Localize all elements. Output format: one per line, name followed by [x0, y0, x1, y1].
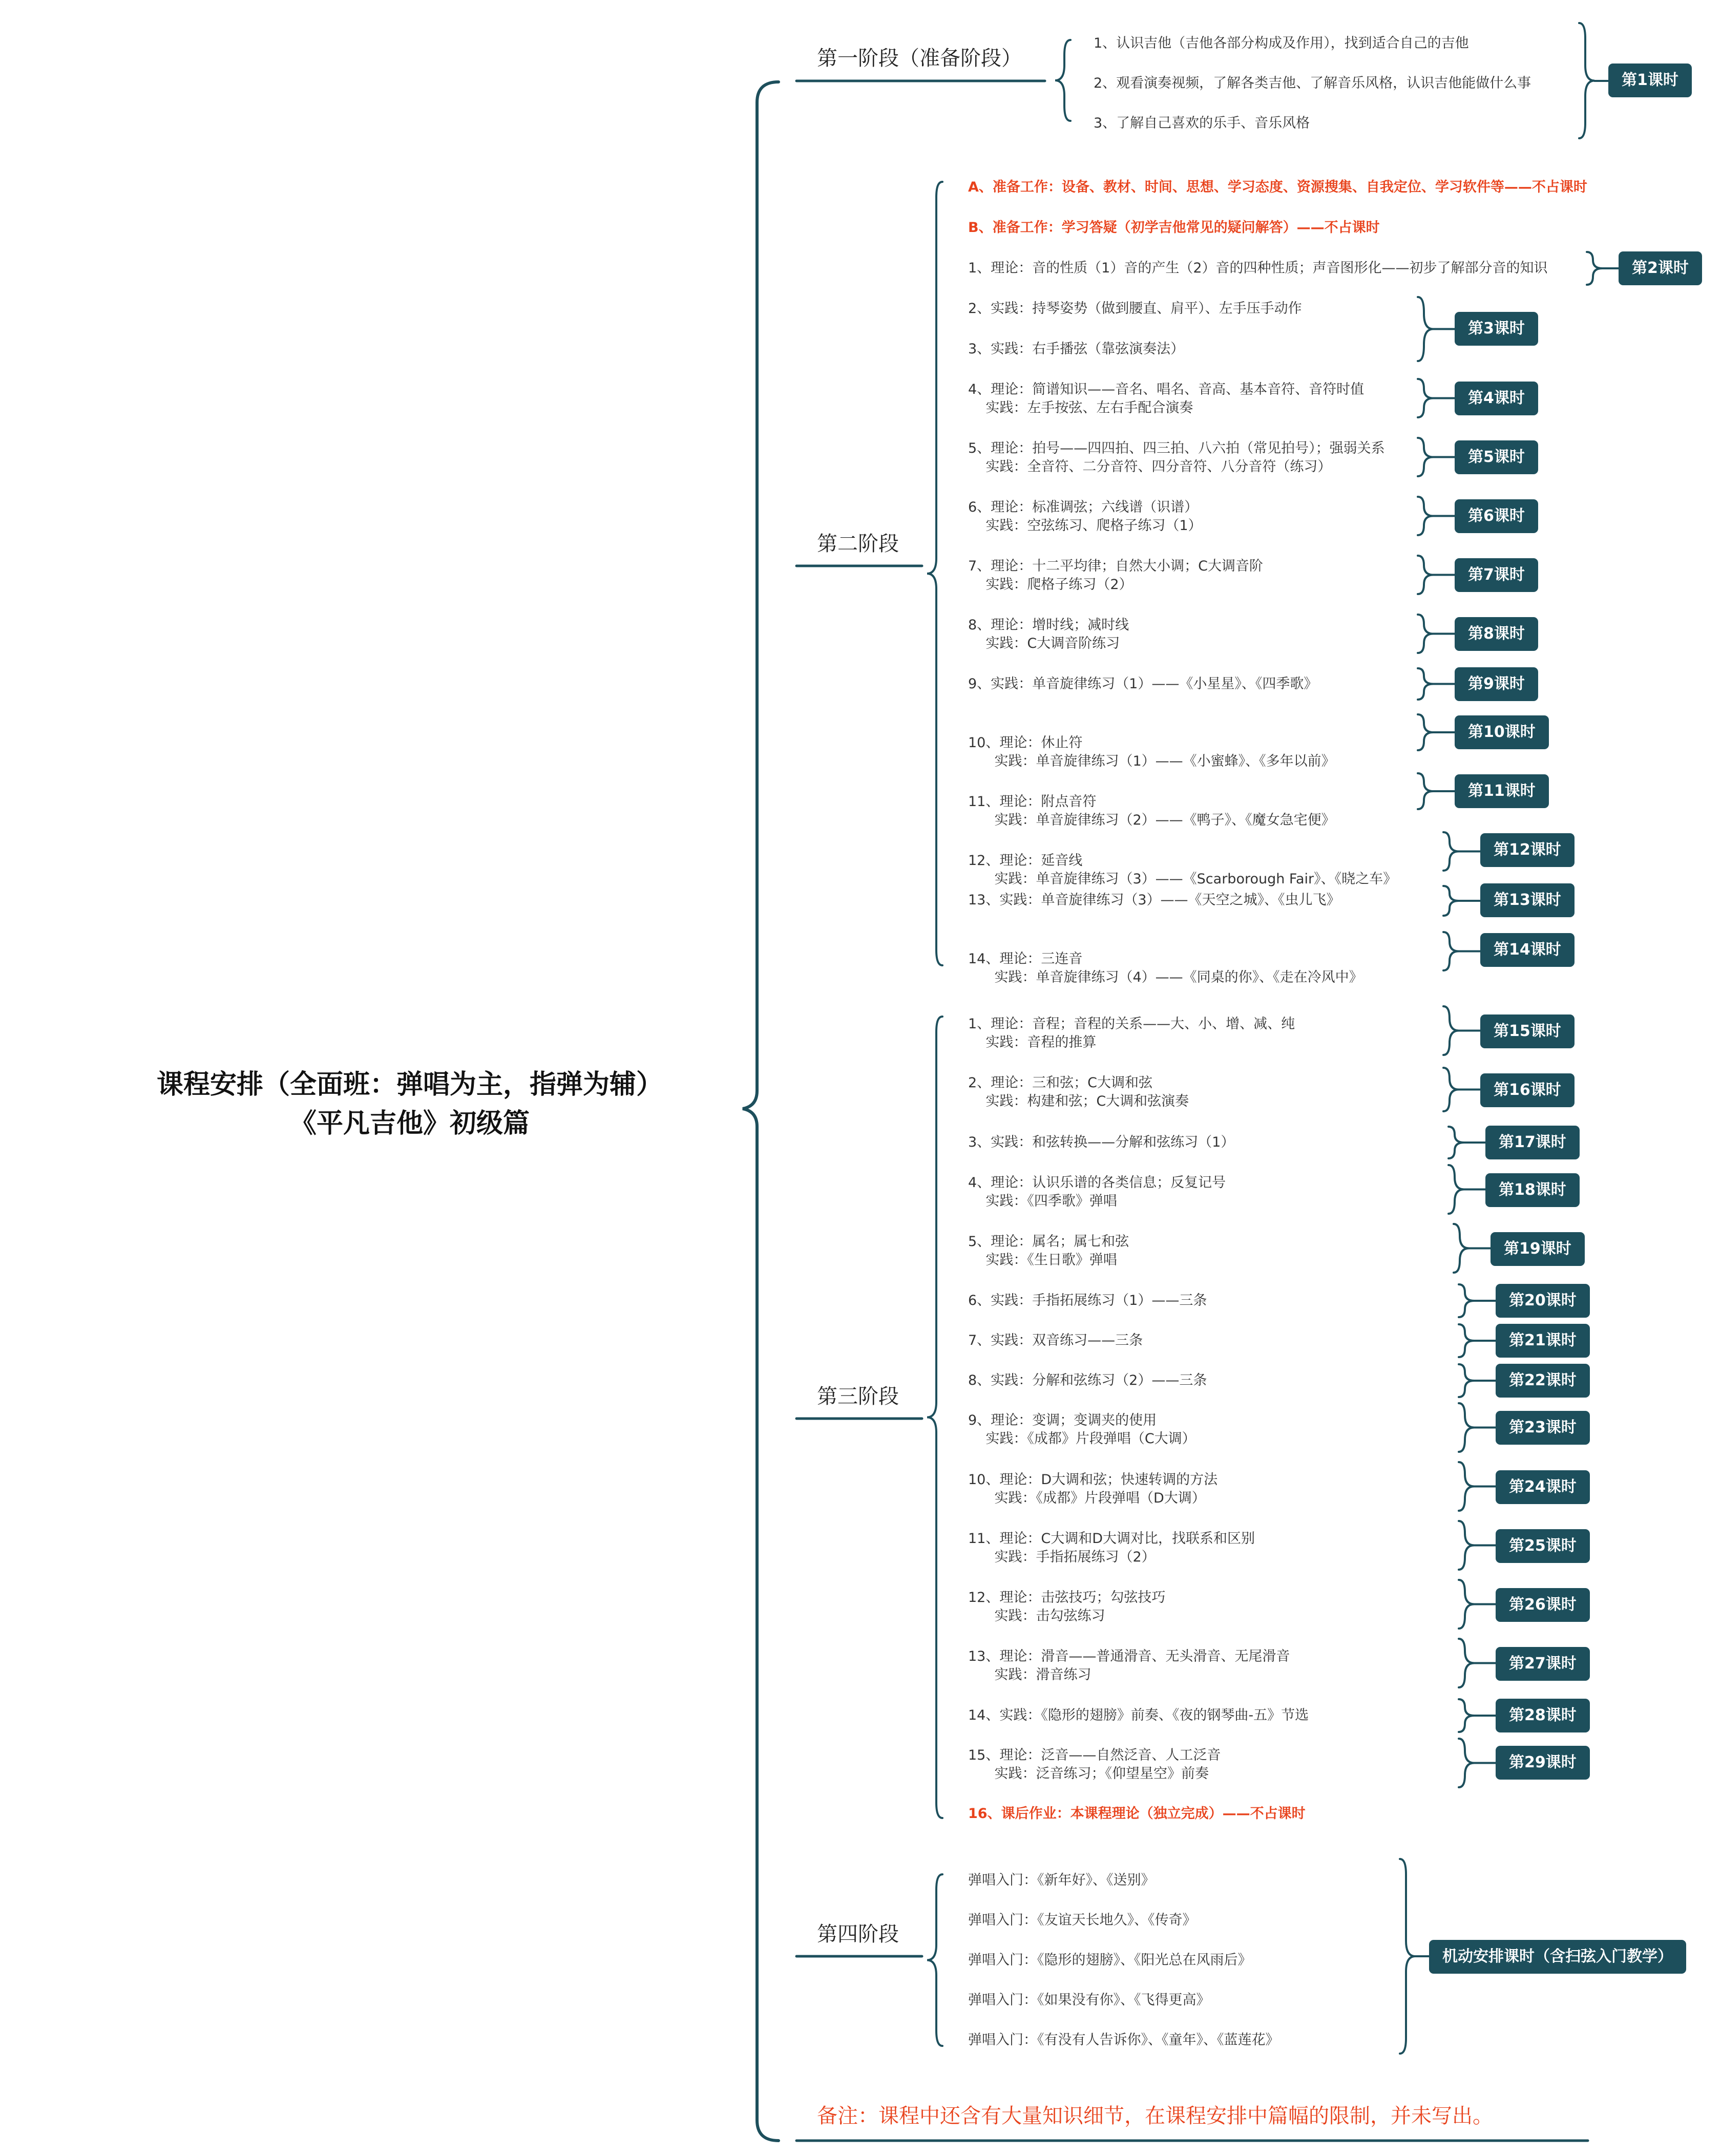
stage2-item	[968, 734, 1335, 771]
lesson-badge: 第8课时	[1455, 617, 1538, 651]
lesson-badge: 第4课时	[1455, 382, 1538, 415]
stage3-close-brace	[1459, 1324, 1474, 1357]
stage2-close-brace	[1418, 556, 1433, 594]
stage2-item-line1: 12、理论：延音线	[968, 853, 1083, 869]
stage1-item: 3、了解自己喜欢的乐手、音乐风格	[1094, 115, 1310, 131]
stage3-close-brace	[1459, 1521, 1474, 1570]
stage1-brace	[1055, 40, 1071, 121]
stage2-item-line1: 4、理论：简谱知识——音名、唱名、音高、基本音符、音符时值	[968, 382, 1365, 397]
stage2-item-line1: 3、实践：右手播弦（靠弦演奏法）	[968, 341, 1185, 357]
stage2-item-line1: 5、理论：拍号——四四拍、四三拍、八六拍（常见拍号）；强弱关系	[968, 440, 1385, 456]
stage3-item	[968, 1647, 1290, 1684]
lesson-badge: 第6课时	[1455, 499, 1538, 533]
stage2-item-line2: 实践：C大调音阶练习	[968, 636, 1120, 651]
lesson-badge: 第1课时	[1608, 64, 1692, 97]
stage3-item	[968, 1371, 1207, 1390]
lesson-badge: 第10课时	[1455, 715, 1549, 749]
lesson-badge: 第25课时	[1496, 1529, 1590, 1563]
lesson-badge: 第17课时	[1485, 1126, 1580, 1159]
lesson-badge: 第26课时	[1496, 1588, 1590, 1622]
stage2-item	[968, 891, 1340, 910]
stage3-item-line1: 11、理论：C大调和D大调对比，找联系和区别	[968, 1531, 1255, 1547]
stage1-item: 1、认识吉他（吉他各部分构成及作用），找到适合自己的吉他	[1094, 35, 1469, 51]
lesson-badge: 第20课时	[1496, 1284, 1590, 1318]
stage2-item-line1: 9、实践：单音旋律练习（1）——《小星星》、《四季歌》	[968, 676, 1318, 692]
lesson-badge: 第11课时	[1455, 774, 1549, 808]
stage2-close-brace	[1443, 886, 1459, 916]
stage3-close-brace	[1454, 1224, 1469, 1273]
stage3-item-line2: 实践：音程的推算	[968, 1034, 1097, 1050]
lesson-badge: 第29课时	[1496, 1746, 1590, 1780]
stage2-item	[968, 340, 1184, 358]
stage1-close-brace	[1579, 23, 1594, 138]
stage3-item-line1: 8、实践：分解和弦练习（2）——三条	[968, 1372, 1207, 1388]
stage3-item-line1: 2、理论：三和弦；C大调和弦	[968, 1075, 1153, 1091]
stage2-item-line1: 11、理论：附点音符	[968, 794, 1097, 810]
stage3-close-brace	[1449, 1165, 1464, 1214]
stage3-close-brace	[1459, 1580, 1474, 1629]
lesson-badge: 第7课时	[1455, 558, 1538, 592]
stage3-item	[968, 1746, 1221, 1783]
stage2-close-brace	[1418, 297, 1433, 361]
stage2-item-line2: 实践：单音旋律练习（3）——《Scarborough Fair》、《晓之车》	[968, 871, 1397, 887]
stage2-item-line1: 6、理论：标准调弦；六线谱（识谱）	[968, 499, 1199, 515]
stage2-item-line1: 10、理论：休止符	[968, 735, 1083, 751]
stage2-item	[968, 219, 1380, 237]
stage3-item-line2: 实践：滑音练习	[968, 1667, 1092, 1683]
lesson-badge: 第16课时	[1480, 1073, 1575, 1107]
stage2-title: 第二阶段	[817, 532, 899, 556]
stage3-item	[968, 1411, 1196, 1448]
stage3-item	[968, 1530, 1255, 1567]
stage3-item-line2: 实践：构建和弦；C大调和弦演奏	[968, 1093, 1189, 1109]
stage3-item	[968, 1292, 1207, 1310]
stage2-item-line1: 2、实践：持琴姿势（做到腰直、肩平）、左手压手动作	[968, 301, 1302, 316]
stage4-item: 弹唱入门：《新年好》、《送别》	[968, 1872, 1155, 1888]
stage4-brace	[927, 1874, 942, 2046]
stage3-item-line2: 实践：泛音练习；《仰望星空》前奏	[968, 1766, 1209, 1782]
stage2-close-brace	[1418, 668, 1433, 700]
stage2-item	[968, 950, 1363, 987]
stage3-item-line1: 9、理论：变调；变调夹的使用	[968, 1412, 1157, 1428]
lesson-badge: 第15课时	[1480, 1014, 1575, 1048]
stage3-item-line2: 实践：《成都》片段弹唱（C大调）	[968, 1431, 1196, 1447]
stage3-item-line2: 实践：《四季歌》弹唱	[968, 1193, 1117, 1209]
lesson-badge: 第18课时	[1485, 1173, 1580, 1207]
lesson-badge: 第19课时	[1491, 1232, 1585, 1266]
stage3-close-brace	[1443, 1006, 1459, 1055]
stage3-item-line2: 实践：《生日歌》弹唱	[968, 1252, 1117, 1268]
stage3-item-line2: 实践：击勾弦练习	[968, 1608, 1105, 1624]
lesson-badge: 第9课时	[1455, 667, 1538, 701]
stage3-close-brace	[1459, 1462, 1474, 1511]
lesson-badge: 第2课时	[1619, 251, 1702, 285]
stage4-close-brace	[1400, 1859, 1415, 2054]
stage2-item-line2: 实践：单音旋律练习（2）——《鸭子》、《魔女急宅便》	[968, 812, 1335, 828]
stage3-close-brace	[1459, 1739, 1474, 1787]
stage3-item-line1: 1、理论：音程；音程的关系——大、小、增、减、纯	[968, 1016, 1295, 1032]
stage2-item-line1: B、准备工作：学习答疑（初学吉他常见的疑问解答）——不占课时	[968, 220, 1380, 236]
stage2-close-brace	[1418, 714, 1433, 750]
stage3-item-line1: 3、实践：和弦转换——分解和弦练习（1）	[968, 1134, 1235, 1150]
stage2-item-line1: 8、理论：增时线；减时线	[968, 617, 1129, 633]
lesson-badge: 第13课时	[1480, 883, 1575, 917]
stage2-close-brace	[1418, 615, 1433, 653]
stage4-title: 第四阶段	[817, 1922, 899, 1946]
stage2-item	[968, 439, 1385, 476]
lesson-badge: 第21课时	[1496, 1324, 1590, 1358]
stage3-item-line1: 10、理论：D大调和弦；快速转调的方法	[968, 1472, 1218, 1488]
stage2-item	[968, 675, 1317, 693]
stage2-item-line2: 实践：空弦练习、爬格子练习（1）	[968, 518, 1202, 534]
stage3-item	[968, 1805, 1306, 1823]
stage3-item-line1: 5、理论：属名；属七和弦	[968, 1234, 1129, 1250]
stage3-close-brace	[1449, 1127, 1464, 1158]
footnote: 备注：课程中还含有大量知识细节，在课程安排中篇幅的限制，并未写出。	[817, 2104, 1493, 2128]
stage3-item-line1: 14、实践：《隐形的翅膀》前奏、《夜的钢琴曲-五》节选	[968, 1707, 1309, 1723]
stage2-item	[968, 178, 1587, 197]
stage3-item-line1: 6、实践：手指拓展练习（1）——三条	[968, 1293, 1207, 1308]
stage3-close-brace	[1459, 1639, 1474, 1687]
stage3-close-brace	[1459, 1699, 1474, 1732]
stage2-close-brace	[1443, 832, 1459, 871]
stage2-item-line2: 实践：单音旋律练习（1）——《小蜜蜂》、《多年以前》	[968, 753, 1335, 769]
lesson-badge: 第23课时	[1496, 1411, 1590, 1445]
stage3-item	[968, 1706, 1309, 1725]
stage3-item	[968, 1471, 1218, 1508]
stage3-item-line1: 4、理论：认识乐谱的各类信息；反复记号	[968, 1175, 1226, 1191]
lesson-badge: 第14课时	[1480, 933, 1575, 967]
stage2-item	[968, 616, 1129, 653]
stage3-close-brace	[1459, 1403, 1474, 1452]
stage3-item-line1: 15、理论：泛音——自然泛音、人工泛音	[968, 1747, 1221, 1763]
stage2-brace	[927, 182, 942, 965]
stage2-item-line2: 实践：全音符、二分音符、四分音符、八分音符（练习）	[968, 459, 1332, 475]
lesson-badge: 第24课时	[1496, 1470, 1590, 1504]
stage2-close-brace	[1418, 497, 1433, 535]
stage2-close-brace	[1418, 379, 1433, 417]
stage3-item	[968, 1174, 1226, 1211]
lesson-badge: 机动安排课时（含扫弦入门教学）	[1429, 1940, 1686, 1974]
stage3-brace	[927, 1017, 942, 1818]
lesson-badge: 第12课时	[1480, 833, 1575, 867]
lesson-badge: 第28课时	[1496, 1699, 1590, 1732]
stage3-item-line2: 实践：《成都》片段弹唱（D大调）	[968, 1490, 1206, 1506]
stage4-item: 弹唱入门：《如果没有你》、《飞得更高》	[968, 1992, 1210, 2008]
stage3-item-line1: 13、理论：滑音——普通滑音、无头滑音、无尾滑音	[968, 1648, 1290, 1664]
stage2-item-line1: 1、理论：音的性质（1）音的产生（2）音的四种性质；声音图形化——初步了解部分音的知识	[968, 260, 1548, 276]
stage2-item-line2: 实践：左手按弦、左右手配合演奏	[968, 400, 1193, 416]
stage4-item: 弹唱入门：《有没有人告诉你》、《童年》、《蓝莲花》	[968, 2032, 1279, 2048]
stage3-item-line1: 7、实践：双音练习——三条	[968, 1333, 1143, 1348]
stage2-item-line1: 14、理论：三连音	[968, 951, 1083, 967]
lesson-badge: 第3课时	[1455, 312, 1538, 346]
stage2-item-line1: 7、理论：十二平均律；自然大小调；C大调音阶	[968, 558, 1264, 574]
stage3-item-line2: 实践：手指拓展练习（2）	[968, 1549, 1156, 1565]
stage4-item: 弹唱入门：《友谊天长地久》、《传奇》	[968, 1912, 1197, 1928]
stage2-close-brace	[1443, 932, 1459, 970]
stage3-item	[968, 1133, 1234, 1152]
stage2-item	[968, 557, 1263, 594]
stage2-item-line1: 13、实践：单音旋律练习（3）——《天空之城》、《虫儿飞》	[968, 892, 1340, 908]
lesson-badge: 第27课时	[1496, 1647, 1590, 1681]
stage3-item	[968, 1074, 1189, 1111]
stage3-close-brace	[1443, 1068, 1459, 1111]
root-title-line2: 《平凡吉他》初级篇	[289, 1108, 530, 1139]
stage3-item	[968, 1233, 1129, 1270]
stage2-item	[968, 852, 1397, 889]
stage3-item-line1: 12、理论：击弦技巧；勾弦技巧	[968, 1590, 1166, 1605]
main-brace	[743, 82, 779, 2141]
stage2-item	[968, 793, 1335, 830]
stage4-item: 弹唱入门：《隐形的翅膀》、《阳光总在风雨后》	[968, 1952, 1252, 1968]
stage2-close-brace	[1587, 252, 1602, 285]
stage1-item: 2、观看演奏视频，了解各类吉他、了解音乐风格，认识吉他能做什么事	[1094, 75, 1531, 91]
stage2-close-brace	[1418, 438, 1433, 476]
lesson-badge: 第22课时	[1496, 1364, 1590, 1398]
stage3-item	[968, 1589, 1165, 1625]
stage3-item-line1: 16、课后作业：本课程理论（独立完成）——不占课时	[968, 1806, 1306, 1822]
stage3-item	[968, 1015, 1295, 1052]
stage2-item	[968, 498, 1202, 535]
stage2-item-line2: 实践：爬格子练习（2）	[968, 577, 1133, 593]
stage3-close-brace	[1459, 1364, 1474, 1397]
root-title-line1: 课程安排（全面班：弹唱为主，指弹为辅）	[156, 1069, 663, 1100]
stage3-item	[968, 1331, 1143, 1350]
stage2-item-line2: 实践：单音旋律练习（4）——《同桌的你》、《走在冷风中》	[968, 969, 1363, 985]
stage2-item	[968, 259, 1548, 278]
stage2-close-brace	[1418, 773, 1433, 809]
root-topic	[77, 1065, 743, 1143]
stage3-close-brace	[1459, 1284, 1474, 1317]
stage2-item	[968, 381, 1364, 417]
stage2-item-line1: A、准备工作：设备、教材、时间、思想、学习态度、资源搜集、自我定位、学习软件等——不占课时	[968, 179, 1587, 195]
stage2-item	[968, 300, 1302, 318]
lesson-badge: 第5课时	[1455, 440, 1538, 474]
stage3-title: 第三阶段	[817, 1385, 899, 1408]
stage1-title: 第一阶段（准备阶段）	[817, 47, 1022, 70]
